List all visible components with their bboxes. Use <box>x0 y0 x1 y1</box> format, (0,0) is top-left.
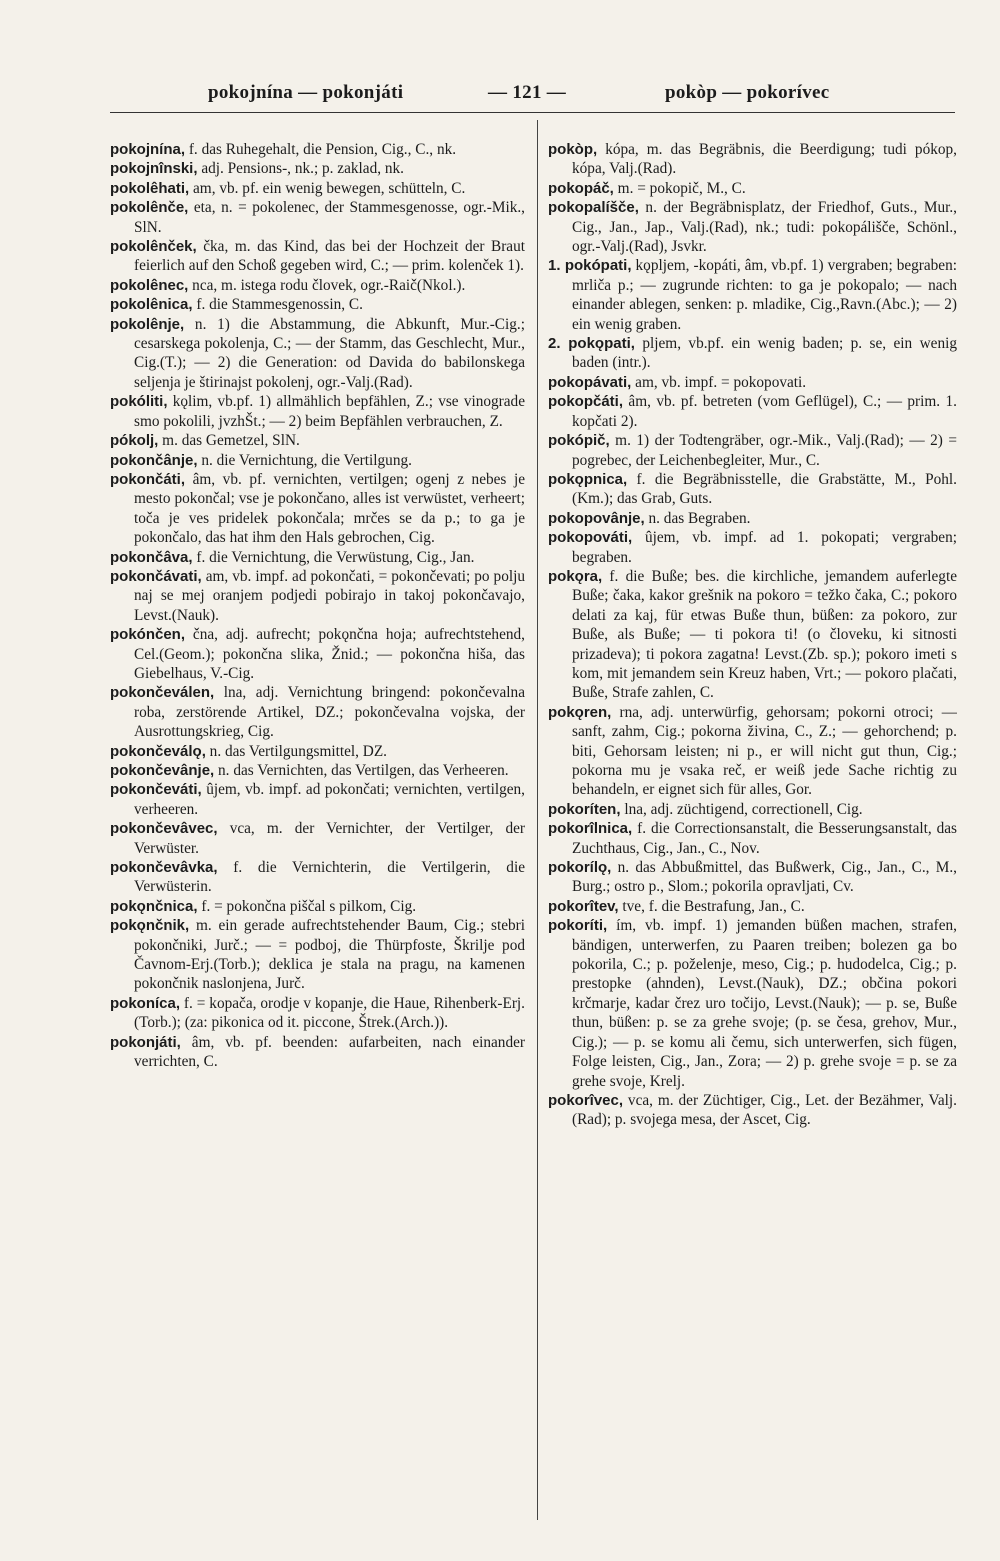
entry-definition: m. das Gemetzel, SlN. <box>158 432 300 450</box>
entry-definition: n. der Begräbnisplatz, der Friedhof, Guts., Mur., Cig., Jan., Jap., Valj.(Rad), nk.; tudi: pokopálišče, Schönl., ogr.-Valj.(Rad), Jsvkr. <box>572 199 957 256</box>
entry-definition: lna, adj. züchtigend, correctionell, Cig. <box>620 800 863 818</box>
dictionary-entry <box>110 567 525 625</box>
left-column <box>110 140 525 1520</box>
dictionary-entry <box>110 315 525 393</box>
entry-headword: pokolênček, <box>110 238 197 256</box>
dictionary-entry <box>548 334 957 373</box>
dictionary-entry <box>110 994 525 1033</box>
entry-definition: ûjem, vb. impf. ad pokončati; vernichten, vertilgen, verheeren. <box>134 781 525 818</box>
dictionary-entry <box>110 916 525 994</box>
dictionary-entry <box>110 140 525 159</box>
entry-definition: kópa, m. das Begräbnis, die Beerdigung; tudi pókop, kópa, Valj.(Rad). <box>572 141 957 178</box>
dictionary-entry <box>110 451 525 470</box>
entry-headword: pokolênec, <box>110 276 189 294</box>
entry-headword: pokopávati, <box>548 373 632 391</box>
dictionary-entry <box>110 548 525 567</box>
dictionary-entry <box>110 1033 525 1072</box>
entry-headword: pokónčen, <box>110 626 186 644</box>
entry-definition: eta, n. = pokolenec, der Stammesgenosse, ogr.-Mik., SlN. <box>134 199 525 236</box>
dictionary-entry <box>110 392 525 431</box>
dictionary-entry <box>548 897 957 916</box>
dictionary-entry <box>548 567 957 703</box>
entry-headword: 2. pokǫpati, <box>548 335 635 353</box>
dictionary-entry <box>110 761 525 780</box>
entry-definition: vca, m. der Vernichter, der Vertilger, der Verwüster. <box>134 820 525 857</box>
entry-definition: ûjem, vb. impf. ad 1. pokopati; vergraben; begraben. <box>572 529 957 566</box>
entry-definition: n. das Vernichten, das Vertilgen, das Verheeren. <box>214 762 509 779</box>
dictionary-entry <box>110 198 525 237</box>
dictionary-entry <box>110 295 525 314</box>
entry-headword: pokopovânje, <box>548 509 645 527</box>
entry-definition: f. die Begräbnisstelle, die Grabstätte, M., Pohl.(Km.); das Grab, Guts. <box>572 470 957 508</box>
entry-definition: čka, m. das Kind, das bei der Hochzeit der Braut feierlich auf den Schoß gegeben wird, C.; — prim. kolenček 1). <box>134 238 525 275</box>
entry-headword: pokopčáti, <box>548 393 624 411</box>
entry-definition: âm, vb. pf. betreten (vom Geflügel), C.; — prim. 1. kopčati 2). <box>572 393 957 430</box>
dictionary-entry <box>548 470 957 509</box>
dictionary-entry <box>548 819 957 858</box>
entry-definition: am, vb. pf. ein wenig bewegen, schütteln, C. <box>189 179 466 197</box>
entry-headword: pokopáč, <box>548 179 614 197</box>
entry-definition: f. die Correctionsanstalt, die Besserungsanstalt, das Zuchthaus, Cig., Jan., C., Nov. <box>572 820 957 857</box>
dictionary-entry <box>548 431 957 470</box>
entry-headword: pokončevâvka, <box>110 859 218 877</box>
entry-definition: n. das Vertilgungsmittel, DZ. <box>205 742 388 760</box>
entry-definition: âm, vb. pf. vernichten, vertilgen; ogenj z nebes je mesto pokončal; vse je pokončano, alles ist verwüstet, verheert; toča je ves pridelek pokončala; mrčes se da p.; to ga je pokončalo, das hat ihm den Hals gebrochen, Cig. <box>134 470 525 547</box>
entry-definition: n. 1) die Abstammung, die Abkunft, Mur.-Cig.; cesarskega pokolenja, C.; — der Stamm, das Geschlecht, Mur., Cig.(T.); — 2) die Generation: od Davida do babilonskega seljenja je štirinajst pokolenj, ogr.-Valj.(Rad). <box>134 315 525 391</box>
entry-definition: n. das Begraben. <box>644 509 751 527</box>
dictionary-entry <box>110 780 525 819</box>
entry-headword: pokopováti, <box>548 529 633 547</box>
entry-definition: f. = kopača, orodje v kopanje, die Haue, Rihenberk-Erj.(Torb.); (za: pikonica od it. piccone, Štrek.(Arch.)). <box>134 994 525 1032</box>
entry-headword: pokončeválen, <box>110 684 215 702</box>
entry-headword: pokorílǫ, <box>548 859 612 877</box>
entry-headword: pokolêhati, <box>110 179 190 197</box>
dictionary-entry <box>548 703 957 800</box>
entry-definition: f. die Vernichtung, die Verwüstung, Cig., Jan. <box>192 548 475 566</box>
dictionary-entry <box>548 392 957 431</box>
dictionary-entry <box>110 625 525 683</box>
dictionary-entry <box>548 1091 957 1130</box>
entry-definition: tve, f. die Bestrafung, Jan., C. <box>618 897 805 915</box>
dictionary-entry <box>110 470 525 548</box>
entry-definition: vca, m. der Züchtiger, Cig., Let. der Bezähmer, Valj.(Rad); p. svojega mesa, der Ascet, Cig. <box>572 1091 957 1129</box>
dictionary-entry <box>548 179 957 198</box>
header-right-guide-words: pokòp — pokorívec <box>665 82 830 103</box>
page-number: — 121 — <box>488 82 567 103</box>
entry-headword: pokončávati, <box>110 567 202 585</box>
entry-headword: pokoníca, <box>110 994 181 1012</box>
entry-headword: pokojnína, <box>110 141 185 158</box>
right-column <box>548 140 957 1520</box>
entry-headword: pokončáti, <box>110 470 186 488</box>
entry-headword: pókolj, <box>110 432 159 450</box>
entry-headword: pokǫnčnik, <box>110 917 190 935</box>
entry-headword: pokòp, <box>548 141 598 158</box>
entry-headword: pokorîvec, <box>548 1091 624 1109</box>
dictionary-entry <box>110 159 525 178</box>
entry-headword: pokopalíšče, <box>548 199 639 217</box>
dictionary-entry <box>110 742 525 761</box>
entry-definition: f. die Buße; bes. die kirchliche, jemandem auferlegte Buße; čaka, kakor grešnik na pokoro = težko čaka, C.; pokoro delati za kaj, für etwas Buße thun, büßen: za pokoro, zur Buße, als Buße; — ti pokora ti! (o človeku, ki sitnosti prizadeva); ti pokora zagatna! Levst.(Zb. sp.); pokoro imeti s kom, mit jemandem sein Kreuz haben, Vrt.; — pokoro plačati, Buße, Strafe zahlen, C. <box>572 567 957 702</box>
dictionary-entry <box>548 198 957 256</box>
entry-definition: n. die Vernichtung, die Vertilgung. <box>197 451 412 469</box>
entry-headword: pokončâva, <box>110 548 193 566</box>
entry-headword: pokǫren, <box>548 703 612 721</box>
running-header <box>110 82 952 112</box>
entry-headword: pokǫnčnica, <box>110 897 198 915</box>
entry-headword: pokolênje, <box>110 315 185 333</box>
dictionary-entry <box>110 683 525 741</box>
dictionary-entry <box>110 858 525 897</box>
entry-definition: f. die Stammesgenossin, C. <box>192 296 363 314</box>
entry-headword: pokóliti, <box>110 393 168 411</box>
entry-definition: lna, adj. Vernichtung bringend: pokončevalna roba, zerstörende Artikel, DZ.; pokončevalna vojska, der Ausrottungskrieg, Cig. <box>134 684 525 741</box>
dictionary-entry <box>548 858 957 897</box>
entry-definition: m. = pokopič, M., C. <box>613 179 746 197</box>
dictionary-entry <box>110 276 525 295</box>
dictionary-entry <box>548 373 957 392</box>
entry-headword: pokončevânje, <box>110 762 215 779</box>
entry-definition: f. = pokončna piščal s pilkom, Cig. <box>197 897 417 915</box>
entry-definition: n. das Abbußmittel, das Bußwerk, Cig., Jan., C., M., Burg.; ostro p., Slom.; pokorila opravljati, Cv. <box>572 859 957 896</box>
entry-definition: kǫpljem, -kopáti, âm, vb.pf. 1) vergraben; begraben: mrliča p.; — zugrunde richten: to ga je pokopalo; — nach einander ablegen, senken: p. mladike, Cig.,Ravn.(Abc.); — 2) ein wenig graben. <box>572 257 957 333</box>
entry-definition: m. 1) der Todtengräber, ogr.-Mik., Valj.(Rad); — 2) = pogrebec, der Leichenbegleiter, Mur., C. <box>572 432 957 469</box>
entry-definition: f. das Ruhegehalt, die Pension, Cig., C., nk. <box>185 141 457 158</box>
dictionary-entry <box>548 509 957 528</box>
dictionary-entry <box>110 179 525 198</box>
entry-headword: pokolênče, <box>110 199 189 217</box>
entry-definition: nca, m. istega rodu človek, ogr.-Raič(Nkol.). <box>188 276 466 294</box>
entry-headword: pokonjáti, <box>110 1033 181 1051</box>
entry-headword: pokorîtev, <box>548 897 619 915</box>
entry-headword: pokǫra, <box>548 567 603 585</box>
entry-headword: pokončânje, <box>110 451 198 469</box>
entry-definition: čna, adj. aufrecht; pokǫnčna hoja; aufrechtstehend, Cel.(Geom.); pokončna slika, Žnid.; — pokončna hiša, das Giebelhaus, V.-Cig. <box>134 626 525 682</box>
dictionary-entry <box>110 237 525 276</box>
entry-definition: rna, adj. unterwürfig, gehorsam; pokorni otroci; — sanft, zahm, Cig.; pokorna živina, C., Z.; — gehorchend; p. biti, Gehorsam leisten; ni p., er will nicht gut thun, Cig.; pokorna mu je vsaka reč, er weiß jede Sache richtig zu behandeln, er eignet sich für alles, Gor. <box>572 703 957 799</box>
entry-headword: pokópič, <box>548 432 610 450</box>
entry-headword: pokojnînski, <box>110 160 198 178</box>
entry-headword: pokončeváti, <box>110 781 202 799</box>
dictionary-entry <box>110 819 525 858</box>
dictionary-entry <box>548 528 957 567</box>
header-left-guide-words: pokojnína — pokonjáti <box>208 82 404 103</box>
entry-headword: pokolênica, <box>110 296 193 314</box>
entry-definition: f. die Vernichterin, die Vertilgerin, die Verwüsterin. <box>134 859 525 896</box>
dictionary-entry <box>110 431 525 450</box>
entry-headword: pokǫpnica, <box>548 470 628 488</box>
entry-definition: m. ein gerade aufrechtstehender Baum, Cig.; stebri pokončniki, Jurč.; — = podboj, die Thürpfoste, Škrilje pod Čavnom-Erj.(Torb.); deklica je stala na pragu, na kamenen pokončnik naslonjena, Jurč. <box>134 917 525 993</box>
entry-headword: pokorîlnica, <box>548 820 633 838</box>
entry-definition: ím, vb. impf. 1) jemanden büßen machen, strafen, bändigen, unterwerfen, zu Paaren treiben; bolezen ga bo pokorila, C.; p. poželenje, meso, Cig.; p. hudodelca, Cig.; p. prestopke (ahnden), Levst.(Nauk), DZ.; občina pokori krčmarje, kadar črez uro točijo, Levst.(Nauk); — p. se, Buße thun, büßen: p. se za grehe svoje; (p. se česa, grehov, Mur., Cig.); — p. se komu ali čemu, sich unterwerfen, sich fügen, Folge leisten, Cig., Jan., Zora; — 2) p. grehe svoje = p. se za grehe svoje, Krelj. <box>572 917 957 1090</box>
entry-headword: 1. pokópati, <box>548 257 632 275</box>
header-rule <box>110 112 955 113</box>
entry-headword: pokončevâvec, <box>110 820 218 838</box>
entry-headword: pokoríti, <box>548 917 608 935</box>
dictionary-entry <box>548 140 957 179</box>
entry-definition: adj. Pensions-, nk.; p. zaklad, nk. <box>197 160 404 178</box>
dictionary-entry <box>548 800 957 819</box>
column-divider <box>537 120 538 1520</box>
entry-definition: am, vb. impf. = pokopovati. <box>631 373 807 391</box>
entry-definition: âm, vb. pf. beenden: aufarbeiten, nach einander verrichten, C. <box>134 1033 525 1071</box>
entry-definition: kǫlim, vb.pf. 1) allmählich bepfählen, Z.; vse vinograde smo pokolili, jvzhŠt.; — 2) beim Bepfählen verbrauchen, Z. <box>134 393 525 430</box>
entry-headword: pokončeválǫ, <box>110 742 206 760</box>
entry-definition: am, vb. impf. ad pokončati, = pokončevati; po polju naj se mej oranjem podjedi pobirajo in takoj pokončavajo, Levst.(Nauk). <box>134 567 525 624</box>
dictionary-entry <box>110 897 525 916</box>
entry-definition: pljem, vb.pf. ein wenig baden; p. se, ein wenig baden (intr.). <box>572 335 957 372</box>
dictionary-entry <box>548 256 957 334</box>
entry-headword: pokoríten, <box>548 800 621 818</box>
dictionary-entry <box>548 916 957 1091</box>
